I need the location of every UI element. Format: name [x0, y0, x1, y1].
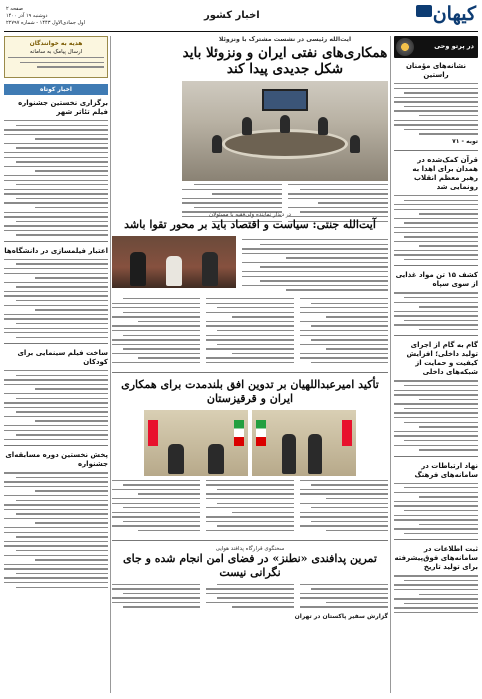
reader-gift-box [4, 36, 108, 78]
page-number: صفحه ۲ [6, 6, 23, 12]
story-kicker: در دیدار نماینده ولی‌فقیه با مسئولان [209, 212, 291, 218]
masthead [4, 2, 478, 32]
diplomats-photo [144, 410, 248, 476]
divider [4, 343, 108, 344]
person-figure [280, 115, 290, 133]
lead-headline: همکاری‌های نفتی ایران و ونزوئلا باید شکل جدیدی پیدا کند [182, 45, 388, 77]
person-figure [208, 444, 224, 474]
column-divider [390, 36, 391, 693]
person-figure [166, 256, 182, 286]
news-item-text [4, 259, 108, 338]
person-figure [282, 434, 296, 474]
divider [394, 150, 478, 151]
divider [394, 539, 478, 540]
news-item-text [4, 472, 108, 588]
divider [4, 445, 108, 446]
diplomats-photo [252, 410, 356, 476]
dateline [6, 6, 98, 27]
news-item-headline: ساخت فیلم سینمایی برای کودکان [17, 349, 108, 367]
gift-box-title: هدیه به خوانندگان [29, 40, 83, 47]
issue-number: اول جمادی‌الاول ۱۴۴۳ - شماره ۲۲۷۹۷ [6, 20, 85, 26]
person-figure [308, 434, 322, 474]
divider [394, 265, 478, 266]
kyrgyz-flag-icon [342, 420, 352, 446]
person-figure [168, 444, 184, 474]
defense-kicker: سخنگوی قرارگاه پدافند هوایی [215, 545, 285, 552]
verse-subtitle: نشانه‌های مؤمنان راستین [405, 62, 467, 79]
foreign-minister-headline: تأکید امیرعبداللهیان بر تدوین افق بلندمدت برای همکاری ایران و قرقیزستان [121, 377, 379, 405]
person-figure [130, 252, 146, 286]
news-item-text [4, 370, 108, 440]
bottom-note: گزارش سفیر پاکستان در تهران [294, 613, 388, 621]
story-headline: قرآن کمک‌شده در همدان برای اهدا به رهبر معظم انقلاب رونمایی شد [412, 155, 478, 191]
iran-flag-icon [234, 420, 244, 446]
news-item-headline: برگزاری نخستین جشنواره فیلم تئاتر شهر [18, 99, 108, 116]
divider [394, 456, 478, 457]
divider [4, 241, 108, 242]
iran-flag-icon [256, 420, 266, 446]
screen-shape [262, 89, 308, 111]
story-headline: آیت‌الله جنتی: سیاست و اقتصاد باید بر محور تقوا باشد [124, 218, 376, 231]
divider [112, 372, 388, 373]
story-headline: کشف ۱۵ تن مواد غذایی از سوی سپاه [395, 271, 478, 289]
section-title: اخبار کشور [204, 10, 260, 21]
story-text [242, 239, 388, 294]
clerics-row [112, 236, 388, 294]
column-divider [110, 36, 111, 693]
lead-kicker: آیت‌الله رئیسی در نشست مشترک با ونزوئلا [218, 36, 352, 43]
divider [394, 335, 478, 336]
diplomats-photos [112, 410, 388, 476]
clerics-photo [112, 236, 236, 288]
story-text [112, 480, 388, 535]
meeting-photo [182, 81, 388, 181]
verse-reference: توبه - ۷۱ [452, 137, 478, 145]
sun-emblem-icon [396, 38, 414, 56]
short-news-header: اخبار کوتاه [4, 84, 108, 95]
logo-mark-icon [416, 5, 432, 17]
logo-text: کیهان [432, 3, 476, 25]
person-figure [318, 117, 328, 135]
news-item-headline: اعتبار فیلمسازی در دانشگاه‌ها [4, 246, 108, 255]
person-figure [350, 135, 360, 153]
logo [414, 2, 476, 30]
story-headline: نهاد ارتباطات در سامانه‌های فرهنگ [414, 461, 478, 479]
verse-text [394, 83, 478, 135]
news-item-text [4, 120, 108, 236]
person-figure [212, 135, 222, 153]
story-text [112, 298, 388, 367]
story-headline: ثبت اطلاعات در سامانه‌های فوق‌پیشرفته برای تولید تاریخ [394, 545, 478, 572]
verse-box-header [394, 36, 478, 58]
story-text [394, 195, 478, 260]
defense-headline: تمرین پدافندی «نطنز» در فضای امن انجام شده و جای نگرانی نیست [123, 551, 377, 579]
person-figure [242, 117, 252, 135]
story-headline: گام به گام از اجرای تولید داخلی؛ افزایش کیفیت و حمایت از شبکه‌های داخلی [406, 341, 478, 377]
story-text [394, 575, 478, 613]
gift-box-sub: ارسال پیامک به سامانه [29, 49, 83, 55]
story-text [394, 380, 478, 450]
table-shape [222, 129, 348, 159]
gift-box-text [8, 57, 104, 68]
verse-box-title: در پرتو وحی [434, 42, 474, 50]
person-figure [202, 252, 218, 286]
story-text [394, 483, 478, 535]
left-column [4, 36, 108, 693]
lower-wide-area [112, 212, 388, 692]
divider [112, 540, 388, 541]
story-text [394, 292, 478, 330]
story-text [112, 584, 388, 611]
sidebar-column [394, 36, 478, 693]
kyrgyz-flag-icon [148, 420, 158, 446]
date-text: دوشنبه ۱۹ آذر ۱۴۰۰ [6, 13, 48, 19]
news-item-headline: پخش نخستین دوره مسابقه‌ای جشنواره [5, 451, 108, 469]
